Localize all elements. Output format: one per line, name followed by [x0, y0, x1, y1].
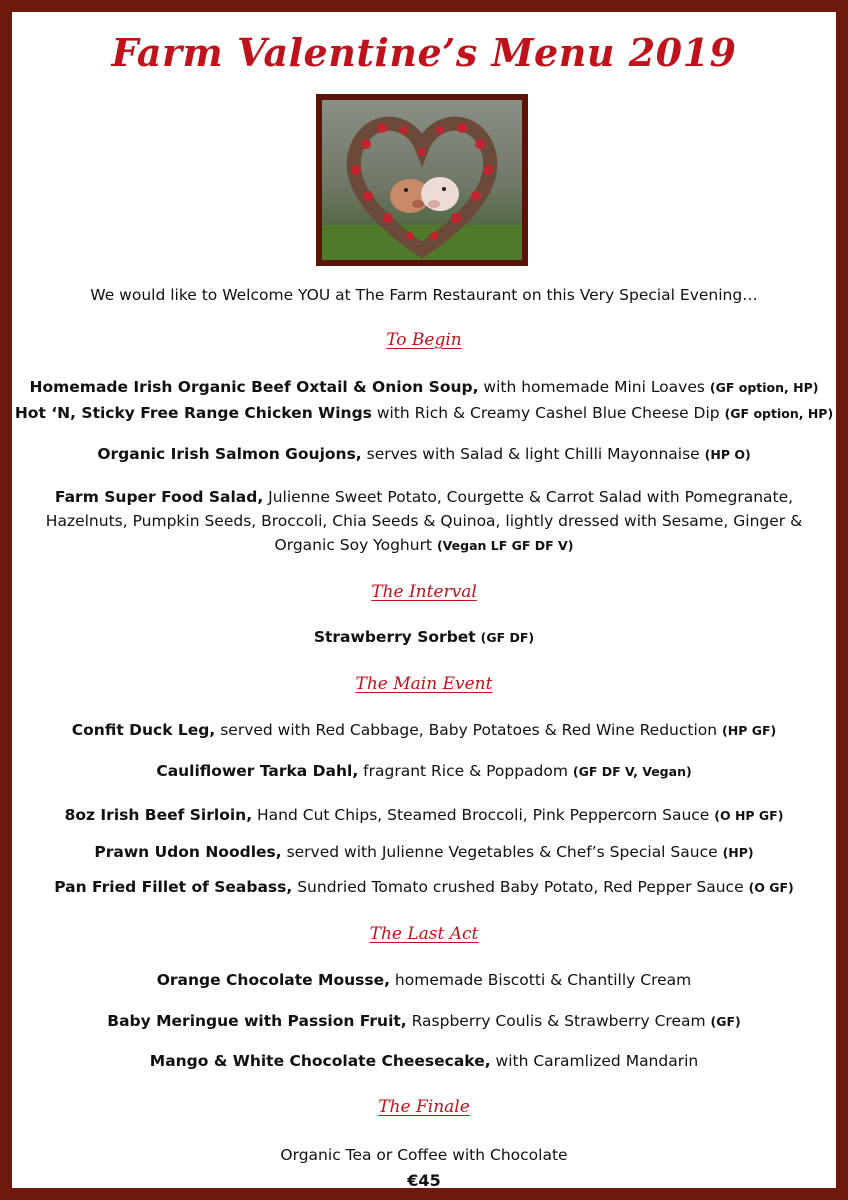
dietary-tags: (HP O): [704, 447, 751, 462]
menu-item-confit-duck-leg: [12, 719, 836, 742]
item-name: Homemade Irish Organic Beef Oxtail & Onion Soup,: [29, 378, 479, 396]
dietary-tags: (GF option, HP): [709, 380, 819, 395]
menu-item-salmon-goujons: [12, 443, 836, 466]
section-heading-the-interval: The Interval: [371, 582, 477, 602]
menu-item-baby-meringue: [12, 1010, 836, 1033]
item-name: Orange Chocolate Mousse,: [156, 971, 390, 989]
menu-page: [12, 12, 836, 1188]
dietary-tags: (O GF): [748, 880, 794, 895]
menu-item-seabass-fillet: [12, 876, 836, 899]
dietary-tags: (GF DF): [480, 630, 535, 645]
item-description: with Rich & Creamy Cashel Blue Cheese Dip: [371, 404, 720, 422]
dietary-tags: (Vegan LF GF DF V): [436, 538, 574, 553]
welcome-text: We would like to Welcome YOU at The Farm Restaurant on this Very Special Evening…: [90, 286, 758, 304]
item-description: serves with Salad & light Chilli Mayonnaise: [361, 445, 700, 463]
dietary-tags: (GF DF V, Vegan): [572, 764, 692, 779]
menu-item-orange-chocolate-mousse: [12, 969, 836, 992]
menu-item-prawn-udon-noodles: [12, 841, 836, 864]
item-name: Pan Fried Fillet of Seabass,: [54, 878, 293, 896]
dietary-tags: (GF option, HP): [724, 406, 834, 421]
menu-item-mango-cheesecake: [12, 1050, 836, 1073]
item-description: served with Red Cabbage, Baby Potatoes & Red Wine Reduction: [215, 721, 718, 739]
menu-item-super-food-salad: [12, 485, 836, 558]
item-description: Sundried Tomato crushed Baby Potato, Red Pepper Sauce: [292, 878, 744, 896]
section-heading-the-finale: The Finale: [378, 1097, 470, 1117]
item-name: Hot ‘N, Sticky Free Range Chicken Wings: [14, 404, 372, 422]
menu-price: €45: [407, 1171, 441, 1190]
item-name: Mango & White Chocolate Cheesecake,: [149, 1052, 491, 1070]
item-description: homemade Biscotti & Chantilly Cream: [390, 971, 692, 989]
menu-item-beef-sirloin: [12, 804, 836, 827]
dietary-tags: (O HP GF): [714, 808, 784, 823]
item-name: Confit Duck Leg,: [71, 721, 216, 739]
menu-item-cauliflower-tarka-dahl: [12, 760, 836, 783]
menu-item-oxtail-soup: [12, 376, 836, 399]
menu-item-strawberry-sorbet: [12, 626, 836, 649]
item-name: Prawn Udon Noodles,: [94, 843, 282, 861]
piglets-heart-wreath-image: [322, 100, 522, 260]
item-name: Organic Irish Salmon Goujons,: [97, 445, 362, 463]
item-name: Strawberry Sorbet: [313, 628, 476, 646]
item-description: with homemade Mini Loaves: [478, 378, 705, 396]
item-description: fragrant Rice & Poppadom: [358, 762, 568, 780]
item-description: served with Julienne Vegetables & Chef’s Special Sauce: [281, 843, 723, 861]
dietary-tags: (HP): [722, 845, 754, 860]
item-name: Cauliflower Tarka Dahl,: [156, 762, 359, 780]
item-name: Baby Meringue with Passion Fruit,: [107, 1012, 407, 1030]
item-description: with Caramlized Mandarin: [490, 1052, 699, 1070]
finale-text: Organic Tea or Coffee with Chocolate: [280, 1146, 568, 1164]
menu-title: Farm Valentine’s Menu 2019: [111, 30, 737, 75]
section-heading-the-main-event: The Main Event: [355, 674, 493, 694]
item-description: Hand Cut Chips, Steamed Broccoli, Pink Peppercorn Sauce: [252, 806, 715, 824]
item-description: Julienne Sweet Potato, Courgette & Carrot Salad with Pomegranate, Hazelnuts, Pumpkin Seeds, Broccoli, Chia Seeds & Quinoa, lightly dressed with Sesame, Ginger & Organic Soy Yoghurt: [45, 488, 803, 554]
section-heading-the-last-act: The Last Act: [369, 924, 479, 944]
item-name: 8oz Irish Beef Sirloin,: [64, 806, 253, 824]
dietary-tags: (GF): [710, 1014, 741, 1029]
item-description: Raspberry Coulis & Strawberry Cream: [406, 1012, 706, 1030]
menu-item-chicken-wings: [12, 402, 836, 425]
valentine-photo-frame: [316, 94, 528, 266]
section-heading-to-begin: To Begin: [386, 330, 462, 350]
item-name: Farm Super Food Salad,: [54, 488, 264, 506]
dietary-tags: (HP GF): [722, 723, 777, 738]
